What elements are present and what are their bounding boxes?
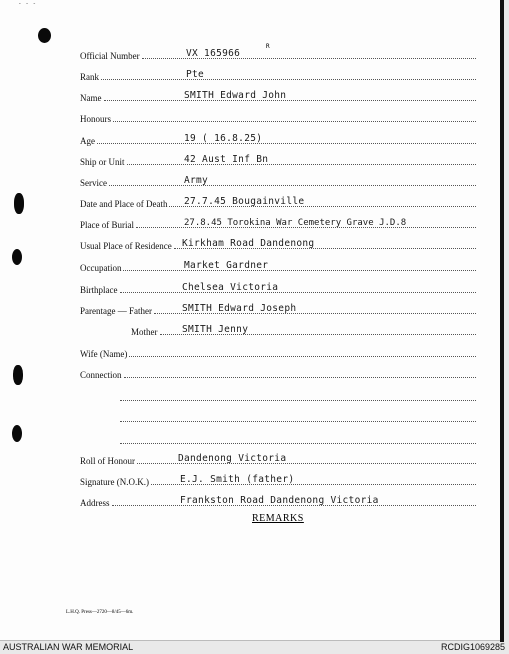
birthplace-row <box>80 281 478 295</box>
punch-hole <box>12 249 22 265</box>
signature-label: Signature (N.O.K.) <box>80 477 149 487</box>
father-value: SMITH Edward Joseph <box>182 303 297 314</box>
card-edge <box>500 0 504 642</box>
service-row <box>80 174 478 188</box>
honours-label: Honours <box>80 114 111 124</box>
connection-line-2 <box>118 389 478 403</box>
official-number-label: Official Number <box>80 51 140 61</box>
wife-row <box>80 345 478 359</box>
top-mark: - - - <box>18 0 37 7</box>
official-number-row <box>80 47 478 61</box>
rank-value: Pte <box>186 69 205 80</box>
ship-unit-label: Ship or Unit <box>80 157 125 167</box>
occupation-label: Occupation <box>80 263 122 273</box>
remarks-heading: REMARKS <box>252 513 304 524</box>
address-label: Address <box>80 498 110 508</box>
birthplace-value: Chelsea Victoria <box>182 282 279 293</box>
binding-mark <box>14 193 24 214</box>
superscript-mark: R <box>266 43 270 50</box>
roll-honour-value: Dandenong Victoria <box>178 453 287 464</box>
occupation-value: Market Gardner <box>184 260 269 271</box>
mother-label: Mother <box>131 327 158 337</box>
father-label: Parentage — Father <box>80 306 152 316</box>
ship-unit-value: 42 Aust Inf Bn <box>184 154 269 165</box>
rank-row <box>80 68 478 82</box>
footer-record-id: RCDIG1069285 <box>440 642 505 652</box>
wife-label: Wife (Name) <box>80 349 128 359</box>
service-value: Army <box>184 175 209 186</box>
address-value: Frankston Road Dandenong Victoria <box>180 495 379 506</box>
punch-hole <box>38 28 51 43</box>
punch-hole <box>12 425 22 442</box>
name-label: Name <box>80 93 102 103</box>
burial-value: 27.8.45 Torokina War Cemetery Grave J.D.8 <box>184 218 407 228</box>
connection-row <box>80 366 478 380</box>
age-value: 19 ( 16.8.25) <box>184 133 263 144</box>
age-row <box>80 132 478 146</box>
residence-value: Kirkham Road Dandenong <box>182 238 315 249</box>
signature-value: E.J. Smith (father) <box>180 474 295 485</box>
official-number-value: VX 165966 <box>186 48 241 59</box>
connection-line-4 <box>118 432 478 446</box>
name-value: SMITH Edward John <box>184 90 287 101</box>
death-value: 27.7.45 Bougainville <box>184 196 305 207</box>
mother-value: SMITH Jenny <box>182 324 249 335</box>
printer-line: L.H.Q. Press—2720—8/45—6m. <box>66 610 134 615</box>
binding-mark <box>13 365 23 385</box>
residence-label: Usual Place of Residence <box>80 241 172 251</box>
connection-label: Connection <box>80 370 122 380</box>
birthplace-label: Birthplace <box>80 285 118 295</box>
connection-line-3 <box>118 410 478 424</box>
rank-label: Rank <box>80 72 99 82</box>
service-label: Service <box>80 178 107 188</box>
ship-unit-row <box>80 153 478 167</box>
footer-archive-name: AUSTRALIAN WAR MEMORIAL <box>3 642 134 652</box>
roll-honour-label: Roll of Honour <box>80 456 135 466</box>
age-label: Age <box>80 136 95 146</box>
honours-row <box>80 110 478 124</box>
burial-label: Place of Burial <box>80 220 134 230</box>
occupation-row <box>80 259 478 273</box>
death-label: Date and Place of Death <box>80 199 168 209</box>
